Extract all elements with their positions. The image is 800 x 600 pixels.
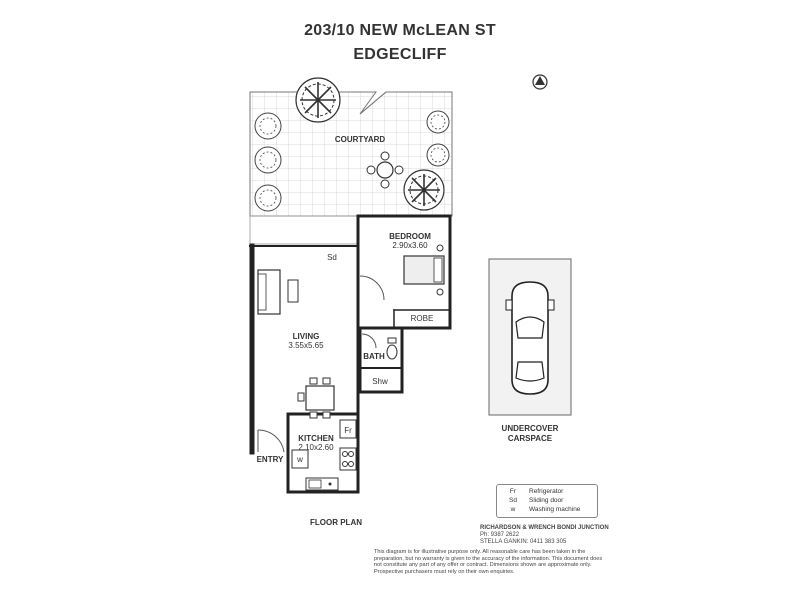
address-title: 203/10 NEW McLEAN ST [304, 22, 496, 39]
sofa-icon [258, 270, 280, 314]
shower-label: Shw [372, 377, 388, 386]
fridge-label: Fr [344, 426, 352, 435]
kitchen-label: KITCHEN [298, 434, 334, 443]
agent-name: RICHARDSON & WRENCH BONDI JUNCTION [480, 525, 609, 531]
bedroom-label: BEDROOM [389, 232, 431, 241]
bed-icon [404, 245, 444, 295]
suburb-title: EDGECLIFF [353, 46, 447, 63]
tree-icon [296, 78, 340, 122]
stove-icon [340, 448, 356, 470]
bath-label: BATH [363, 352, 385, 361]
washer-label: w [297, 455, 303, 464]
carspace-label-line2: CARSPACE [507, 434, 553, 443]
entry-label: ENTRY [256, 455, 284, 464]
bedroom-door [360, 276, 384, 300]
entry-door [258, 430, 284, 452]
bedroom-size: 2.90x3.60 [392, 241, 428, 250]
terrace-strip [250, 216, 358, 244]
legend-key: w [510, 506, 516, 513]
agent-details [480, 525, 609, 546]
sliding-door-label: Sd [327, 253, 337, 262]
robe-label: ROBE [410, 314, 434, 323]
carspace-label-line1: UNDERCOVER [501, 424, 559, 433]
courtyard-label: COURTYARD [334, 135, 386, 144]
floor-plan-label: FLOOR PLAN [310, 518, 362, 527]
agent-contact: STELLA GANKIN: 0411 383 305 [480, 539, 567, 545]
coffee-table-icon [288, 280, 298, 302]
disclaimer-text: This diagram is for illustrative purpose only. All reasonable care has been taken in the preparation, but no warranty is given to the accuracy of the information. This document does not constitute any part of any offer or contract. Dimensions shown are approximate only. Prospective purchasers must rely on their own enquiries. [374, 549, 603, 575]
sink-icon [306, 478, 338, 490]
legend-value: Sliding door [529, 497, 564, 504]
living-size: 3.55x5.65 [288, 341, 324, 350]
legend-row [497, 505, 597, 514]
legend-row [497, 496, 597, 505]
dining-table-icon [298, 378, 334, 418]
north-arrow-icon [533, 75, 547, 89]
car-icon [506, 282, 554, 394]
bath-door [362, 334, 376, 348]
legend-box [496, 484, 598, 518]
legend-key: Fr [509, 488, 517, 495]
toilet-icon [387, 338, 397, 359]
legend-key: Sd [509, 497, 517, 504]
tree-icon [404, 170, 444, 210]
living-label: LIVING [292, 332, 320, 341]
legend-value: Washing machine [529, 506, 581, 513]
agent-phone: Ph: 9387 2622 [480, 532, 520, 538]
legend-value: Refrigerator [529, 488, 564, 495]
kitchen-size: 2.10x2.60 [298, 443, 334, 452]
legend-row [497, 487, 597, 496]
